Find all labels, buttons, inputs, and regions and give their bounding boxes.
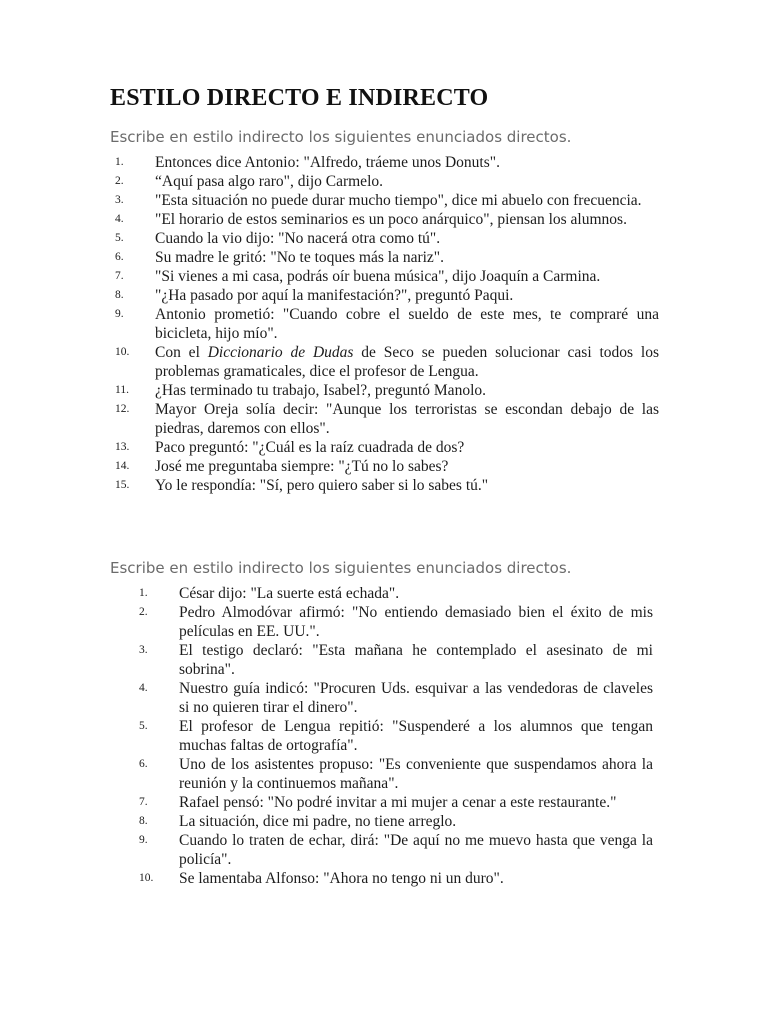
section-2-instruction: Escribe en estilo indirecto los siguientes enunciados directos. [110, 559, 572, 577]
section-1-instruction: Escribe en estilo indirecto los siguientes enunciados directos. [110, 128, 572, 146]
list-item [139, 603, 653, 641]
item-number: 4. [139, 682, 148, 694]
item-number: 13. [115, 441, 130, 453]
list-item [139, 755, 653, 793]
list-item [139, 641, 653, 679]
item-number: 6. [115, 251, 124, 263]
item-text: José me preguntaba siempre: "¿Tú no lo sabes? [155, 458, 449, 475]
list-item [115, 267, 659, 286]
item-text-after: de Seco se pueden solucionar casi todos los problemas gramaticales, dice el profesor de Lengua. [155, 344, 660, 380]
section-1-exercise-list [115, 153, 660, 495]
list-item [139, 869, 653, 888]
list-item [115, 286, 659, 305]
item-text-before: Con el [155, 344, 208, 361]
item-number: 2. [115, 175, 124, 187]
item-number: 8. [115, 289, 124, 301]
item-text: Se lamentaba Alfonso: "Ahora no tengo ni un duro". [179, 870, 504, 887]
item-text: El testigo declaró: "Esta mañana he contemplado el asesinato de mi sobrina". [179, 642, 653, 678]
page-title: ESTILO DIRECTO E INDIRECTO [110, 85, 489, 111]
item-number: 10. [139, 872, 154, 884]
item-text: "Esta situación no puede durar mucho tiempo", dice mi abuelo con frecuencia. [155, 192, 642, 209]
list-item [115, 438, 659, 457]
item-text: Antonio prometió: "Cuando cobre el sueldo de este mes, te compraré una bicicleta, hijo mío". [155, 306, 659, 342]
item-text: La situación, dice mi padre, no tiene arreglo. [179, 813, 457, 830]
item-number: 2. [139, 606, 148, 618]
list-item [139, 793, 653, 812]
list-item [139, 584, 653, 603]
item-number: 10. [115, 346, 130, 358]
item-number: 6. [139, 758, 148, 770]
item-number: 5. [115, 232, 124, 244]
item-text: Entonces dice Antonio: "Alfredo, tráeme unos Donuts". [155, 154, 500, 171]
list-item [115, 248, 659, 267]
item-text: Uno de los asistentes propuso: "Es conveniente que suspendamos ahora la reunión y la continuemos mañana". [179, 756, 653, 792]
book-title-italic: Diccionario de Dudas [207, 344, 354, 361]
list-item [115, 476, 659, 495]
list-item [115, 400, 659, 438]
item-number: 11. [115, 384, 129, 396]
item-number: 4. [115, 213, 124, 225]
item-text: "¿Ha pasado por aquí la manifestación?", preguntó Paqui. [155, 287, 514, 304]
list-item [115, 191, 659, 210]
item-number: 1. [115, 156, 124, 168]
list-item [139, 679, 653, 717]
item-number: 7. [139, 796, 148, 808]
item-number: 7. [115, 270, 124, 282]
item-number: 12. [115, 403, 130, 415]
list-item [115, 457, 659, 476]
item-number: 8. [139, 815, 148, 827]
item-text: Mayor Oreja solía decir: "Aunque los terroristas se escondan debajo de las piedras, daremos con ellos". [155, 401, 659, 437]
item-text: Yo le respondía: "Sí, pero quiero saber si lo sabes tú." [155, 477, 489, 494]
list-item [115, 229, 659, 248]
item-text: Su madre le gritó: "No te toques más la nariz". [155, 249, 444, 266]
item-number: 3. [139, 644, 148, 656]
list-item [115, 172, 659, 191]
list-item [115, 153, 659, 172]
item-number: 9. [115, 308, 124, 320]
section-2-exercise-list [139, 584, 653, 888]
item-text: Cuando la vio dijo: "No nacerá otra como tú". [155, 230, 441, 247]
item-number: 9. [139, 834, 148, 846]
item-number: 3. [115, 194, 124, 206]
list-item [139, 812, 653, 831]
list-item [115, 343, 660, 381]
list-item [139, 717, 653, 755]
item-text: Cuando lo traten de echar, dirá: "De aquí no me muevo hasta que venga la policía". [179, 832, 653, 868]
item-text: El profesor de Lengua repitió: "Suspenderé a los alumnos que tengan muchas faltas de ortografía". [179, 718, 653, 754]
item-text: Paco preguntó: "¿Cuál es la raíz cuadrada de dos? [155, 439, 465, 456]
item-text: ¿Has terminado tu trabajo, Isabel?, preguntó Manolo. [155, 382, 486, 399]
item-number: 1. [139, 587, 148, 599]
item-text: Pedro Almodóvar afirmó: "No entiendo demasiado bien el éxito de mis películas en EE. UU.". [179, 604, 653, 640]
item-text: César dijo: "La suerte está echada". [179, 585, 400, 602]
list-item [115, 305, 659, 343]
item-number: 15. [115, 479, 130, 491]
item-text: “Aquí pasa algo raro", dijo Carmelo. [155, 173, 383, 190]
item-text: "Si vienes a mi casa, podrás oír buena música", dijo Joaquín a Carmina. [155, 268, 601, 285]
list-item [115, 210, 659, 229]
list-item [115, 381, 659, 400]
item-text: Rafael pensó: "No podré invitar a mi mujer a cenar a este restaurante." [179, 794, 617, 811]
item-number: 5. [139, 720, 148, 732]
item-text: Nuestro guía indicó: "Procuren Uds. esquivar a las vendedoras de claveles si no quieren tirar el dinero". [179, 680, 653, 716]
list-item [139, 831, 653, 869]
item-number: 14. [115, 460, 130, 472]
item-text: "El horario de estos seminarios es un poco anárquico", piensan los alumnos. [155, 211, 627, 228]
